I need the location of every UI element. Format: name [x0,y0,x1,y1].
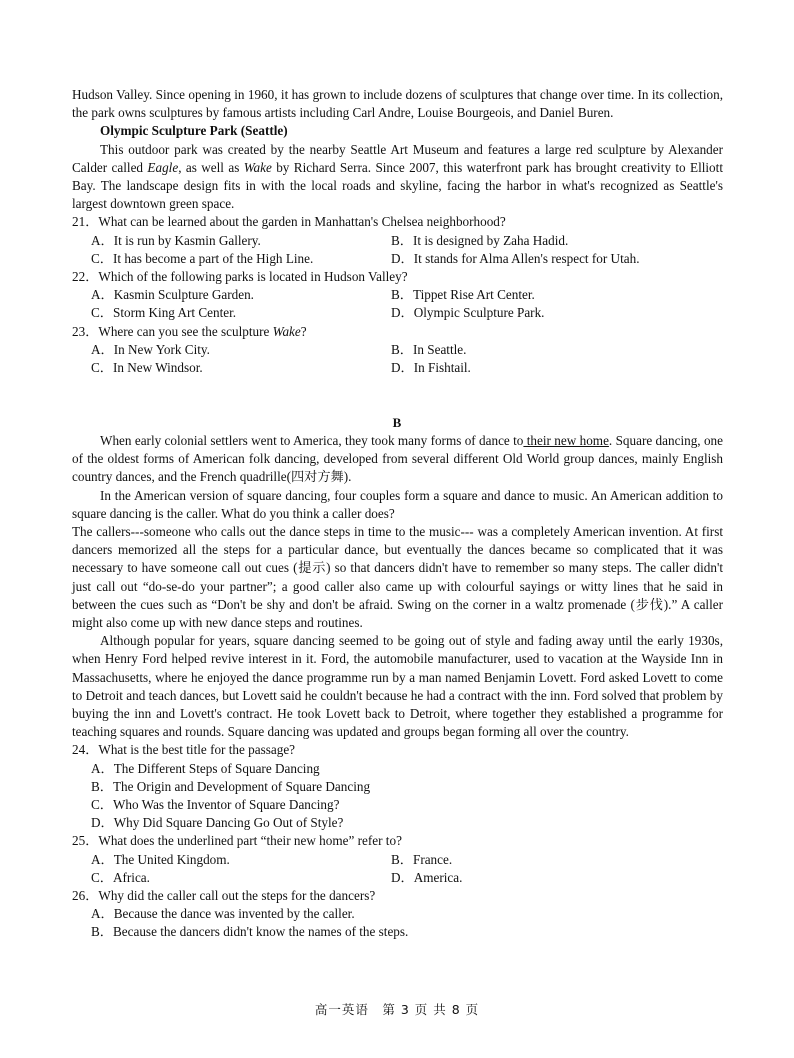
section-b-heading: B [392,415,402,430]
question-25: 25．What does the underlined part “their new home” refer to? [72,833,402,849]
q23-stem-italic: Wake [272,323,301,339]
question-23 [72,323,723,341]
q23-stem-end: ? [300,323,307,339]
question-26: 26．Why did the caller call out the steps for the dancers? [72,888,376,904]
passage-a-end [72,86,723,377]
q25-option-b[interactable]: B．France. [391,851,453,867]
question-24: 24．What is the best title for the passage? [72,742,296,758]
q22-option-c[interactable]: C．Storm King Art Center. [91,305,237,321]
q26-option-b[interactable]: B．Because the dancers didn't know the names of the steps. [91,924,409,940]
their-new-home-underlined: their new home [523,433,609,448]
q25-option-a[interactable]: A．The United Kingdom. [91,851,230,867]
q25-option-d[interactable]: D．America. [391,869,463,885]
q21-option-b[interactable]: B．It is designed by Zaha Hadid. [391,232,569,248]
p1-text-before: When early colonial settlers went to America, they took many forms of dance to [100,433,524,448]
question-22: 22．Which of the following parks is located in Hudson Valley? [72,269,408,285]
question-21-options [72,232,723,268]
q23-option-c[interactable]: C．In New Windsor. [91,360,203,376]
question-25-options [72,851,723,887]
q24-option-a[interactable]: A．The Different Steps of Square Dancing [91,760,320,776]
passage-b-paragraph-1 [72,432,723,487]
olympic-park-paragraph [72,141,723,214]
passage-b-paragraph-3: The callers---someone who calls out the dance steps in time to the music--- was a completely American invention. At first dancers memorized all the steps for a particular dance, but eventually the dances became so complicated that it was necessary to have someone call out cues (提示) so that dancers didn't have to remember so many steps. The caller didn't just call out “do-se-do your partner”; a good caller also came up with colourful sayings or witty lines that he said in between the cues such as “Don't be shy and don't be afraid. Swing on the corner in a waltz promenade (步伐).” A caller might also come up with new dance steps and routines. [72,524,723,631]
q22-option-b[interactable]: B．Tippet Rise Art Center. [391,287,535,303]
q21-option-a[interactable]: A．It is run by Kasmin Gallery. [91,232,261,248]
passage-b-paragraph-4: Although popular for years, square dancing seemed to be going out of style and fading away until the early 1930s, when Henry Ford helped revive interest in it. Ford, the automobile manufacturer, used to vacation at the Wayside Inn in Massachusetts, where he enjoyed the dance programme run by a man named Benjamin Lovett. Ford asked Lovett to come to Detroit and teach dances, but Lovett said he couldn't because he had a contract with the inn. Ford solved that problem by buying the inn and Lovett's contract. He took Lovett back to Detroit, where together they established a programme for teaching squares and rounds. Square dancing was updated and groups began forming all over the country. [72,633,723,740]
q21-option-c[interactable]: C．It has become a part of the High Line. [91,250,314,266]
question-26-options [72,905,723,941]
q22-option-a[interactable]: A．Kasmin Sculpture Garden. [91,287,254,303]
q21-option-d[interactable]: D．It stands for Alma Allen's respect for Utah. [391,250,640,266]
olympic-text-2: , as well as [178,159,244,175]
q23-option-d[interactable]: D．In Fishtail. [391,360,471,376]
p1-text-after: . Square dancing, one of the oldest forms of American folk dancing, developed from several different Old World group dances, mainly English country dances, and the French quadrille(四对方舞). [72,433,723,485]
q23-option-b[interactable]: B．In Seattle. [391,341,467,357]
q26-option-a[interactable]: A．Because the dance was invented by the caller. [91,906,355,922]
question-23-options [72,341,723,377]
q24-option-c[interactable]: C．Who Was the Inventor of Square Dancing? [91,797,340,813]
q25-option-c[interactable]: C．Africa. [91,869,150,885]
question-24-options [72,760,723,833]
passage-b [72,432,723,942]
q23-option-a[interactable]: A．In New York City. [91,341,210,357]
eagle-title: Eagle [147,159,179,175]
olympic-text-1: This outdoor park was created by the nearby Seattle Art Museum and features a large red sculpture by Alexander Calder called [72,141,723,175]
passage-b-paragraph-2: In the American version of square dancing, four couples form a square and dance to music. An American addition to square dancing is the caller. What do you think a caller does? [72,487,723,521]
olympic-park-heading: Olympic Sculpture Park (Seattle) [100,123,288,139]
question-22-options [72,286,723,322]
question-21: 21．What can be learned about the garden in Manhattan's Chelsea neighborhood? [72,214,506,230]
olympic-text-3: by Richard Serra. Since 2007, this waterfront park has brought creativity to Elliott Bay. The landscape design fits in with the local roads and skyline, facing the harbor in what's recognized as Seattle's largest downtown green space. [72,159,723,212]
q24-option-d[interactable]: D．Why Did Square Dancing Go Out of Style? [91,815,344,831]
wake-title: Wake [243,159,272,175]
q22-option-d[interactable]: D．Olympic Sculpture Park. [391,305,545,321]
hudson-valley-paragraph: Hudson Valley. Since opening in 1960, it has grown to include dozens of sculptures that change over time. In its collection, the park owns sculptures by famous artists including Carl Andre, Louise Bourgeois, and Daniel Buren. [72,87,723,121]
q24-option-b[interactable]: B．The Origin and Development of Square Dancing [91,778,371,794]
q23-stem-text: 23．Where can you see the sculpture [72,323,273,339]
page-footer: 高一英语 第 3 页 共 8 页 [314,1002,480,1017]
